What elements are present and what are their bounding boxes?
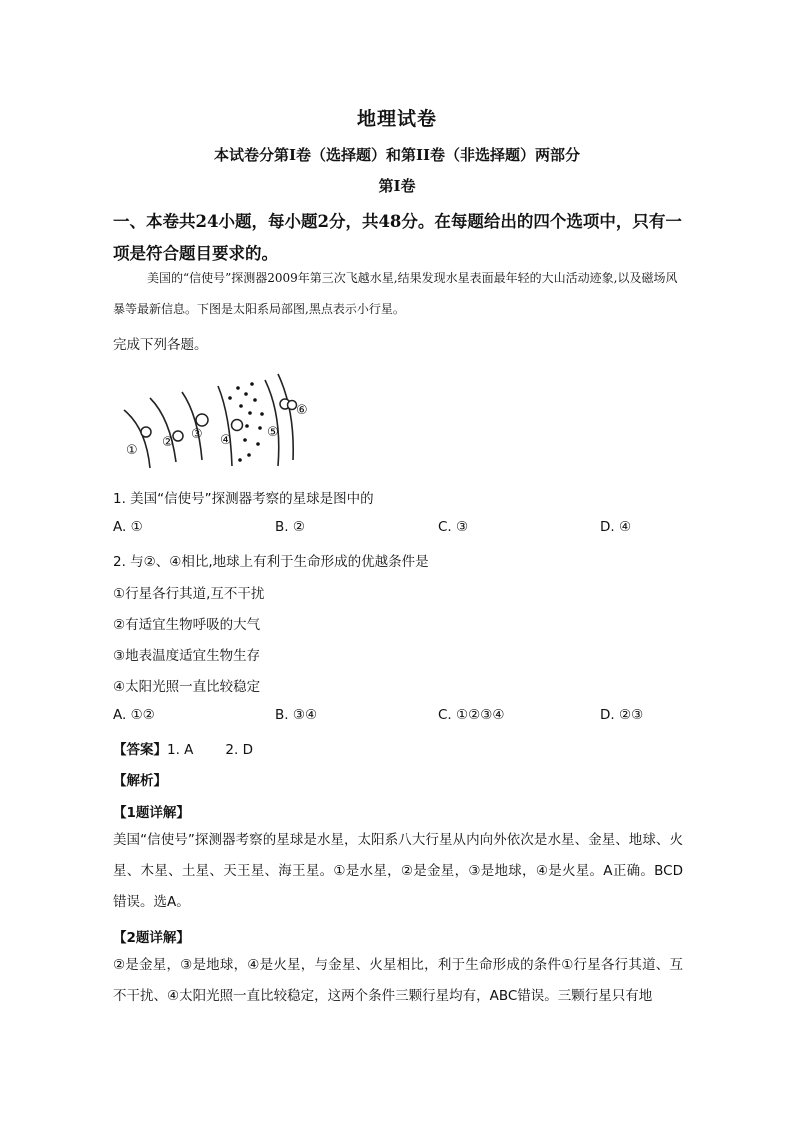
section-instruction-line-2: 项是符合题目要求的。: [113, 244, 278, 263]
q2-option-c: C. ①②③④: [438, 707, 505, 723]
planet-3: [196, 414, 208, 426]
q1-stem: 1. 美国“信使号”探测器考察的星球是图中的: [113, 491, 374, 507]
figure-label-5: ⑤: [267, 425, 279, 440]
q1-option-c: C. ③: [438, 519, 469, 535]
orbit-2: [150, 398, 176, 462]
exam-subtitle: 本试卷分第Ⅰ卷（选择题）和第II卷（非选择题）两部分: [213, 146, 581, 164]
page-title: 地理试卷: [356, 108, 437, 130]
planet-2: [173, 431, 183, 441]
figure-label-3: ③: [191, 427, 203, 442]
detail-2-text: ②是金星，③是地球，④是火星，与金星、火星相比，利于生命形成的条件①行星各行其道、互不干扰、④太阳光照一直比较稳定，这两个条件三颗行星均有，ABC错误。三颗行星只有地: [113, 957, 683, 1004]
q2-item-4: ④太阳光照一直比较稳定: [113, 679, 261, 695]
figure-label-6: ⑥: [296, 403, 308, 418]
planet-4: [232, 420, 243, 431]
answer-1: 1. A: [167, 742, 194, 758]
answer-2: 2. D: [225, 742, 253, 758]
figure-label-1: ①: [126, 443, 138, 458]
orbit-6: [278, 374, 293, 460]
solar-system-diagram: [110, 370, 320, 475]
q2-option-a: A. ①②: [113, 707, 155, 723]
q2-item-2: ②有适宜生物呼吸的大气: [113, 617, 261, 633]
detail-2-label: 【2题详解】: [113, 930, 190, 946]
orbit-5: [265, 380, 279, 466]
orbit-1: [124, 410, 150, 468]
volume-heading: 第Ⅰ卷: [378, 177, 416, 195]
q2-item-1: ①行星各行其道,互不干扰: [113, 586, 265, 602]
q1-option-b: B. ②: [275, 519, 305, 535]
answer-line: [113, 738, 253, 758]
reading-passage: 美国的“信使号”探测器2009年第三次飞越水星,结果发现水星表面最年轻的大山活动迹象,以及磁场风暴等最新信息。下图是太阳系局部图,黑点表示小行星。: [113, 271, 678, 316]
analysis-label: 【解析】: [113, 773, 167, 789]
q1-option-a: A. ①: [113, 519, 143, 535]
q1-option-d: D. ④: [600, 519, 632, 535]
figure-label-4: ④: [220, 433, 232, 448]
q2-item-3: ③地表温度适宜生物生存: [113, 648, 261, 664]
planet-1: [141, 427, 151, 437]
detail-1-label: 【1题详解】: [113, 805, 190, 821]
q2-option-b: B. ③④: [275, 707, 318, 723]
q2-option-d: D. ②③: [600, 707, 644, 723]
figure-label-2: ②: [162, 435, 174, 450]
q2-stem: 2. 与②、④相比,地球上有利于生命形成的优越条件是: [113, 554, 429, 570]
answer-label: 【答案】: [113, 742, 167, 758]
task-instruction: 完成下列各题。: [113, 337, 208, 353]
detail-1-text: 美国“信使号”探测器考察的星球是水星，太阳系八大行星从内向外依次是水星、金星、地球、火星、木星、土星、天王星、海王星。①是水星，②是金星，③是地球，④是火星。A正确。BCD错误。选A。: [113, 832, 683, 910]
section-instruction-line-1: 一、本卷共24小题，每小题2分，共48分。在每题给出的四个选项中，只有一: [113, 212, 682, 231]
